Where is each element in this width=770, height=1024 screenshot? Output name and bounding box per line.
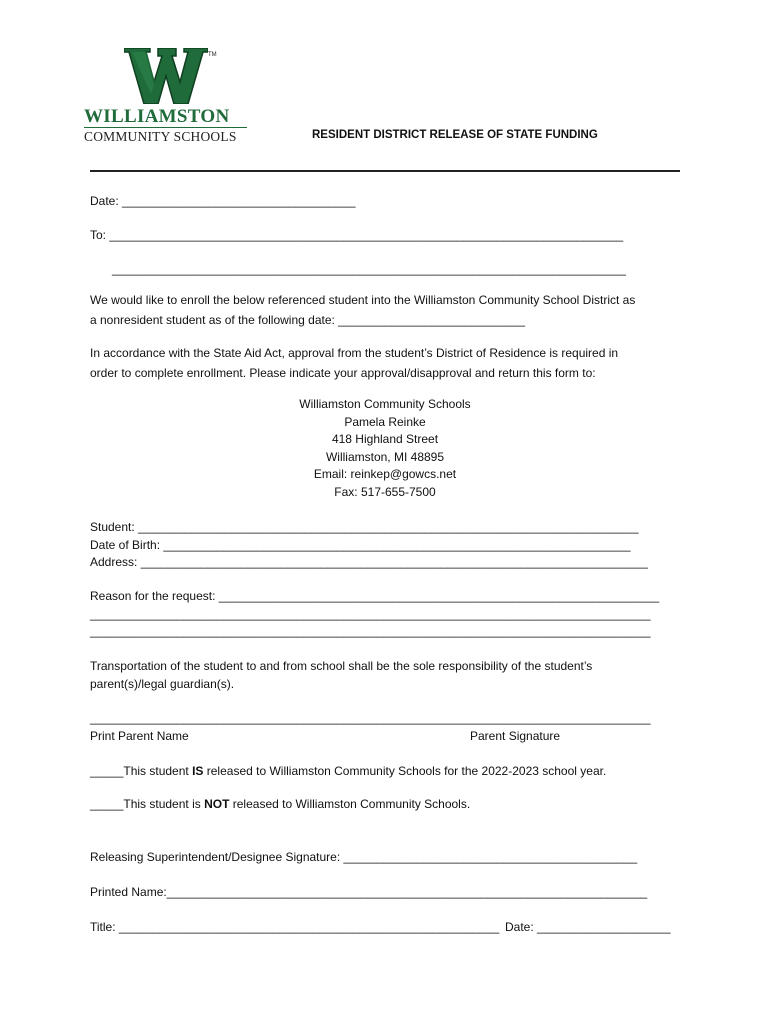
release-is-text-post: released to Williamston Community Schools for the 2022-2023 school year. [203,764,607,778]
reason-field[interactable]: Reason for the request: __________________________________________________________________ [90,589,660,603]
return-address [250,396,520,502]
address-fax: Fax: 517-655-7500 [334,484,436,499]
reason-field-line-3[interactable]: ____________________________________________________________________________________ [90,624,651,638]
student-field[interactable]: Student: ___________________________________________________________________________ [90,520,639,534]
release-not-text-post: released to Williamston Community Schools. [229,797,471,811]
title-field[interactable]: Title: _________________________________________________________ [90,920,500,934]
address-field[interactable]: Address: ____________________________________________________________________________ [90,555,648,569]
date-of-birth-field[interactable]: Date of Birth: ______________________________________________________________________ [90,538,631,552]
logo-name: WILLIAMSTON [84,106,230,127]
release-not-text-pre: This student is [123,797,205,811]
release-not-option[interactable] [90,797,470,811]
accordance-text-line-2: order to complete enrollment. Please indicate your approval/disapproval and return this form to: [90,366,596,380]
release-is-option[interactable] [90,764,606,778]
reason-field-line-2[interactable]: ____________________________________________________________________________________ [90,607,651,621]
header-divider [90,170,680,172]
enroll-text-line-1: We would like to enroll the below referenced student into the Williamston Community School District as [90,293,636,307]
release-not-blank[interactable]: _____ [90,797,124,811]
signature-date-field[interactable]: Date: ____________________ [505,920,671,934]
release-not-bold: NOT [204,797,230,811]
district-logo [84,48,254,148]
to-field[interactable]: To: _____________________________________________________________________________ [90,228,624,242]
transport-text-line-1: Transportation of the student to and from school shall be the sole responsibility of the student’s [90,659,593,673]
address-org: Williamston Community Schools [299,397,471,411]
release-is-bold: IS [192,764,204,778]
print-parent-name-label: Print Parent Name [90,729,189,743]
trademark-mark: TM [208,52,217,58]
form-title: RESIDENT DISTRICT RELEASE OF STATE FUNDING [312,129,598,141]
enroll-date-field[interactable]: a nonresident student as of the following date: ____________________________ [90,313,526,327]
w-letter-logo-icon [124,48,208,104]
to-field-line-2[interactable]: _____________________________________________________________________________ [112,262,626,276]
logo-subtitle: COMMUNITY SCHOOLS [84,129,237,144]
address-street: 418 Highland Street [331,432,439,447]
address-name: Pamela Reinke [344,414,426,429]
accordance-text-line-1: In accordance with the State Aid Act, approval from the student’s District of Residence is required in [90,346,619,360]
parent-signature-line[interactable]: ____________________________________________________________________________________ [90,711,651,725]
transport-text-line-2: parent(s)/legal guardian(s). [90,677,235,691]
date-field[interactable]: Date: ___________________________________ [90,194,356,208]
parent-signature-label: Parent Signature [470,729,561,743]
printed-name-field[interactable]: Printed Name:________________________________________________________________________ [90,885,648,899]
superintendent-signature-field[interactable]: Releasing Superintendent/Designee Signature: ____________________________________________ [90,850,638,864]
address-email: Email: reinkep@gowcs.net [313,467,457,482]
release-is-text-pre: This student [123,764,193,778]
address-city: Williamston, MI 48895 [325,449,445,464]
release-is-blank[interactable]: _____ [90,764,124,778]
logo-divider [84,127,247,128]
